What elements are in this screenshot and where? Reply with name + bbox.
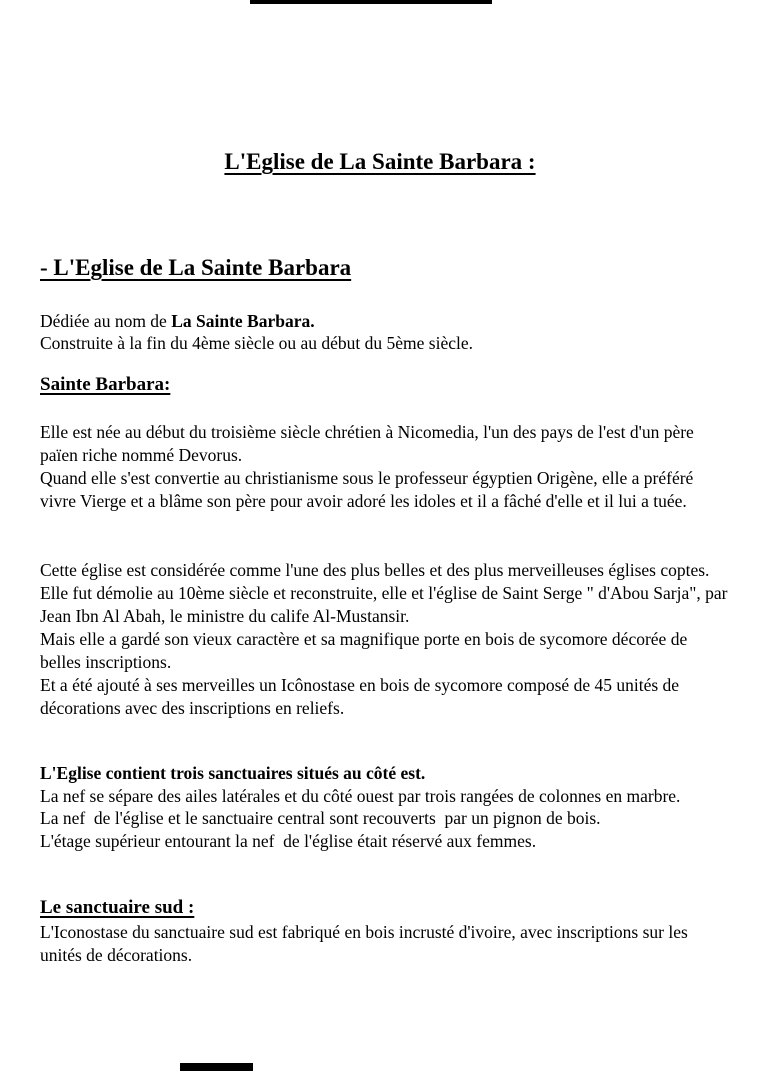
life-sentence-1: Elle est née au début du troisième siècle chrétien à Nicomedia, l'un des pays de l'est d'un père païen riche nommé Devorus. bbox=[40, 422, 699, 465]
paragraph-sanctuaries bbox=[40, 762, 732, 852]
church-sentence-4: Et a été ajouté à ses merveilles un Icônostase en bois de sycomore composé de 45 unités de décorations avec des inscriptions en reliefs. bbox=[40, 675, 684, 718]
document-title: L'Eglise de La Sainte Barbara : bbox=[224, 149, 536, 174]
paragraph-south-sanctuary bbox=[40, 921, 732, 967]
church-sentence-3: Mais elle a gardé son vieux caractère et sa magnifique porte en bois de sycomore décorée de belles inscriptions. bbox=[40, 629, 692, 672]
main-heading: - L'Eglise de La Sainte Barbara bbox=[40, 255, 352, 280]
life-sentence-2: Quand elle s'est convertie au christianisme sous le professeur égyptien Origène, elle a préféré vivre Vierge et a blâme son père pour avoir adoré les idoles et il a fâché d'elle et il lui a tuée. bbox=[40, 468, 698, 511]
page-top-rule bbox=[250, 0, 492, 4]
heading-sainte-barbara: Sainte Barbara: bbox=[40, 374, 171, 395]
sanctuaries-sentence-3: L'étage supérieur entourant la nef de l'église était réservé aux femmes. bbox=[40, 830, 537, 851]
south-sentence-1: L'Iconostase du sanctuaire sud est fabriqué en bois incrusté d'ivoire, avec inscriptions sur les unités de décorations. bbox=[40, 922, 693, 965]
church-sentence-2: Elle fut démolie au 10ème siècle et reconstruite, elle et l'église de Saint Serge " d'Abou Sarja", par Jean Ibn Al Abah, le ministre du calife Al-Mustansir. bbox=[40, 583, 732, 626]
sanctuaries-sentence-1: La nef se sépare des ailes latérales et du côté ouest par trois rangées de colonnes en marbre. bbox=[40, 785, 681, 806]
intro-dedication-bold: La Sainte Barbara. bbox=[171, 311, 315, 331]
heading-sanctuaire-sud: Le sanctuaire sud : bbox=[40, 897, 195, 918]
intro-paragraph bbox=[40, 310, 732, 354]
sanctuaries-sentence-2: La nef de l'église et le sanctuaire central sont recouverts par un pignon de bois. bbox=[40, 808, 601, 828]
intro-construction-line: Construite à la fin du 4ème siècle ou au début du 5ème siècle. bbox=[40, 333, 473, 353]
intro-dedication-line bbox=[40, 310, 732, 332]
page-bottom-mark bbox=[180, 1063, 253, 1071]
paragraph-sainte-barbara-life bbox=[40, 421, 732, 513]
intro-dedication-normal: Dédiée au nom de bbox=[40, 311, 172, 331]
paragraph-church-history bbox=[40, 559, 732, 720]
sanctuaries-bold-lead: L'Eglise contient trois sanctuaires situés au côté est. bbox=[40, 763, 426, 783]
church-sentence-1: Cette église est considérée comme l'une des plus belles et des plus merveilleuses églises coptes. bbox=[40, 560, 710, 580]
